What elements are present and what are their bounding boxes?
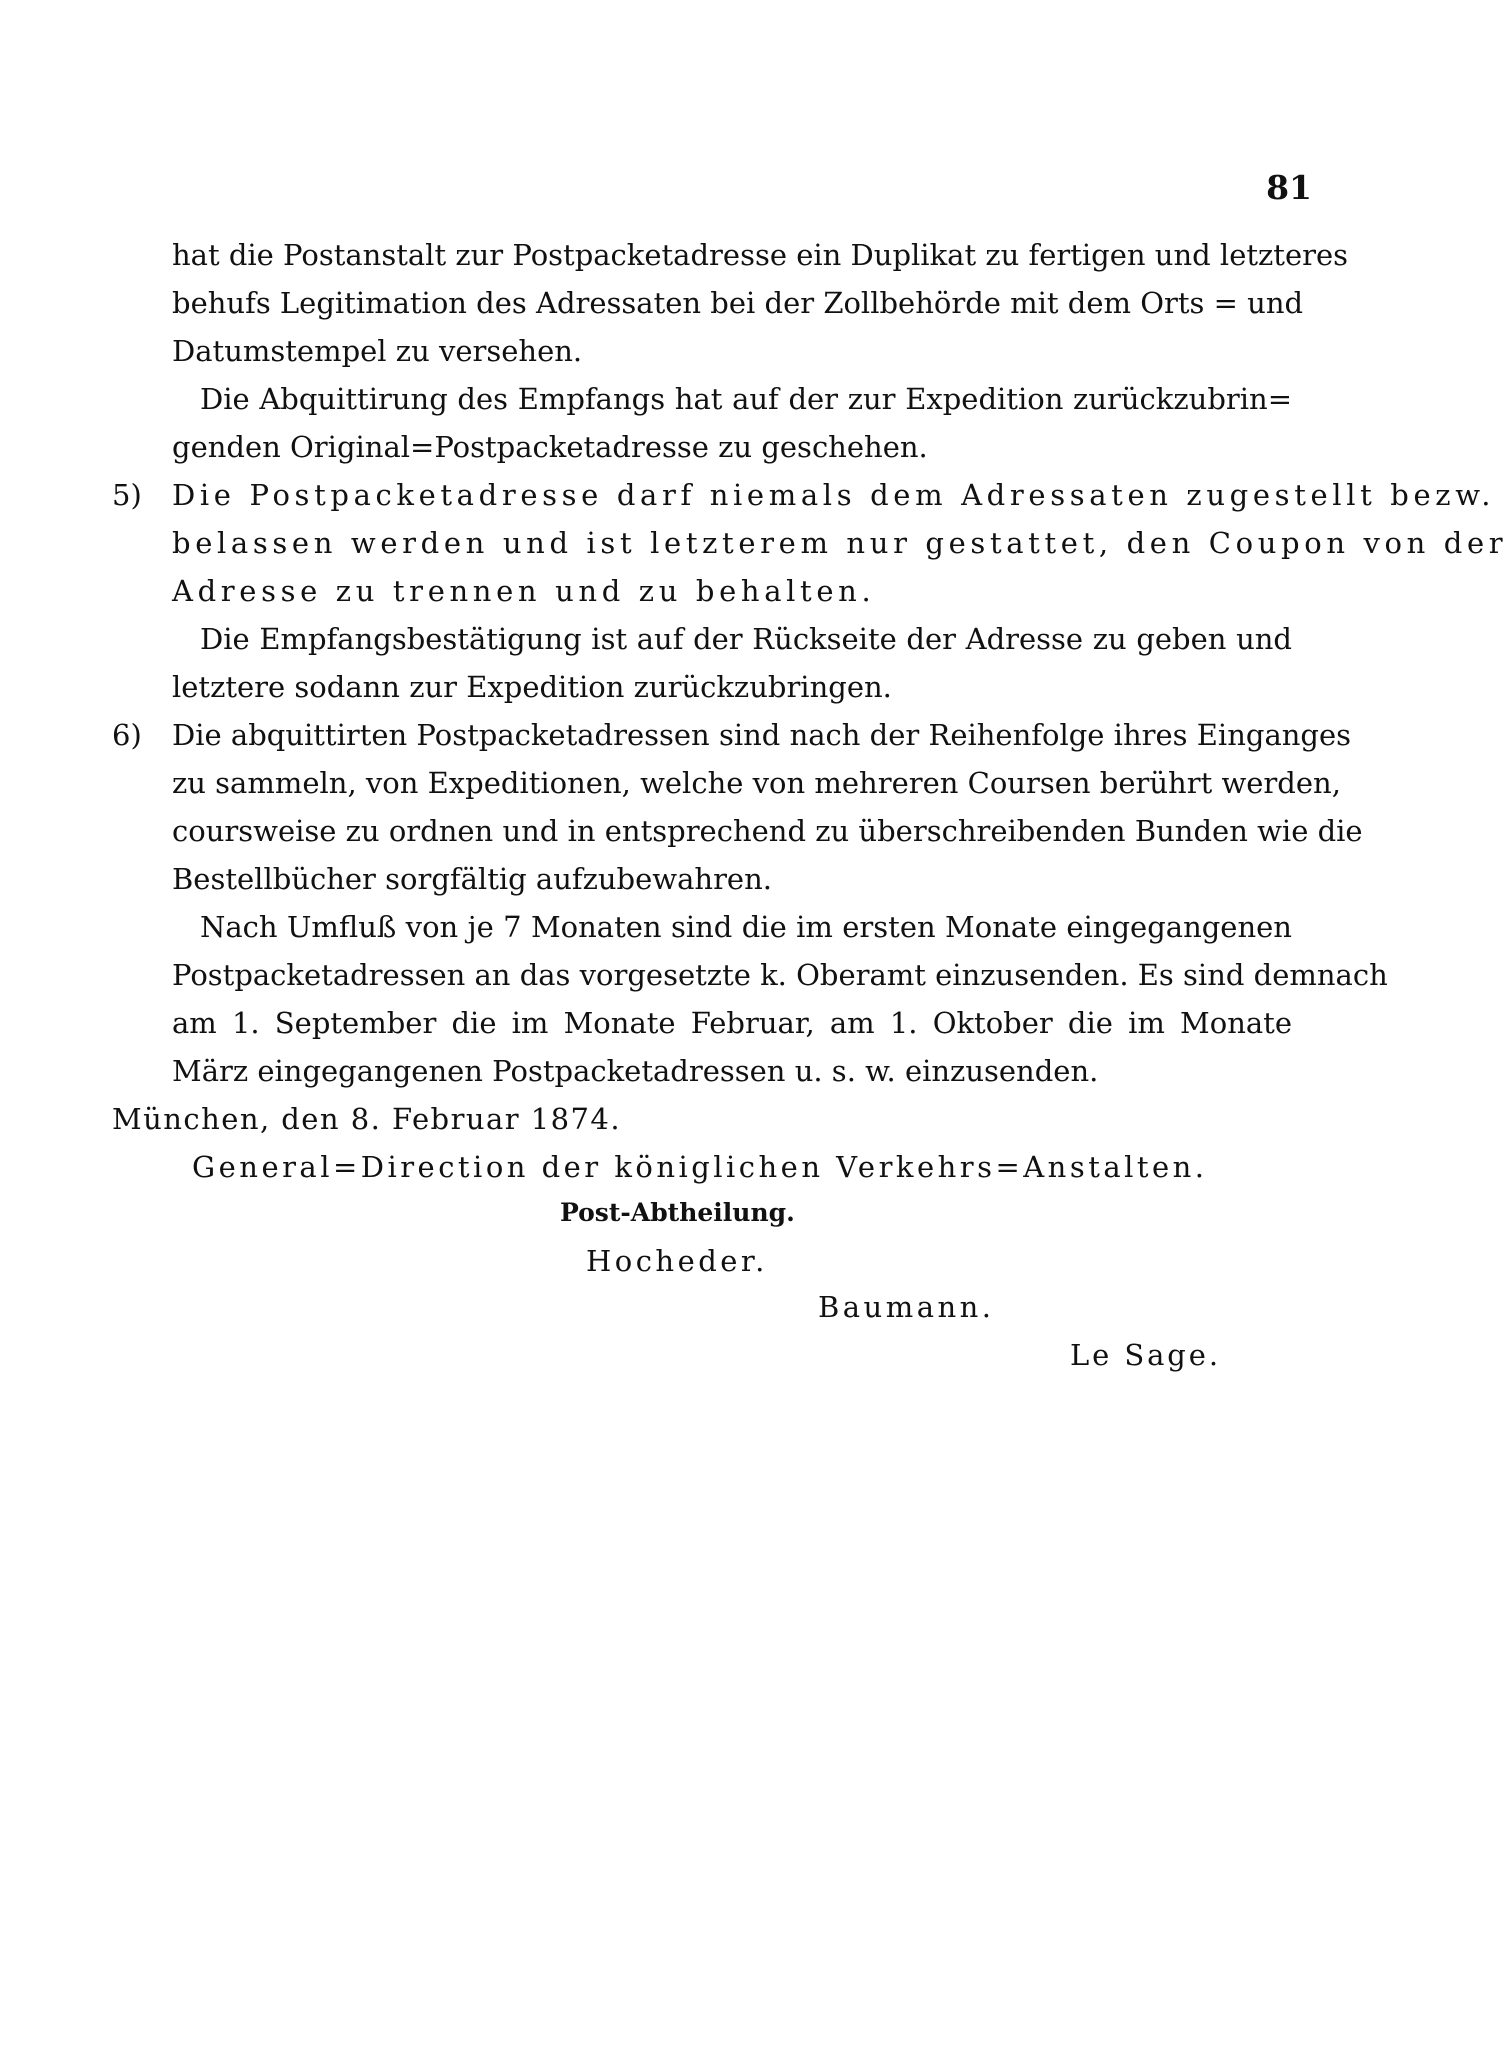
para3-line2: letztere sodann zur Expedition zurückzubringen. (172, 670, 892, 704)
department: Post-Abtheilung. (560, 1198, 795, 1227)
item5-line3: Adresse zu trennen und zu behalten. (172, 574, 876, 608)
item6-line3: coursweise zu ordnen und in entsprechend zu überschreibenden Bunden wie die (172, 814, 1363, 848)
item5-line1: Die Postpacketadresse darf niemals dem Adressaten zugestellt bezw. (172, 478, 1496, 512)
signature-baumann: Baumann. (818, 1290, 995, 1324)
item6-number: 6) (112, 718, 142, 752)
para1-line1: hat die Postanstalt zur Postpacketadresse ein Duplikat zu fertigen und letzteres (172, 238, 1349, 272)
item5-line2: belassen werden und ist letzterem nur gestattet, den Coupon von der (172, 526, 1507, 560)
signature-hocheder: Hocheder. (586, 1244, 768, 1278)
place-date: München, den 8. Februar 1874. (112, 1102, 621, 1136)
para4-line2: Postpacketadressen an das vorgesetzte k. Oberamt einzusenden. Es sind demnach (172, 958, 1388, 992)
para2-line1: Die Abquittirung des Empfangs hat auf der zur Expedition zurückzubrin= (200, 382, 1292, 416)
para2-line2: genden Original=Postpacketadresse zu geschehen. (172, 430, 928, 464)
para4-line3: am 1. September die im Monate Februar, am 1. Oktober die im Monate (172, 1006, 1292, 1040)
issuing-authority: General=Direction der königlichen Verkehrs=Anstalten. (192, 1150, 1208, 1184)
para1-line2: behufs Legitimation des Adressaten bei der Zollbehörde mit dem Orts = und (172, 286, 1304, 320)
signature-le-sage: Le Sage. (1070, 1338, 1221, 1372)
para1-line3: Datumstempel zu versehen. (172, 334, 583, 368)
item6-line1: Die abquittirten Postpacketadressen sind nach der Reihenfolge ihres Einganges (172, 718, 1352, 752)
item6-line4: Bestellbücher sorgfältig aufzubewahren. (172, 862, 772, 896)
para4-line1: Nach Umfluß von je 7 Monaten sind die im ersten Monate eingegangenen (200, 910, 1292, 944)
para4-line4: März eingegangenen Postpacketadressen u. s. w. einzusenden. (172, 1054, 1099, 1088)
para3-line1: Die Empfangsbestätigung ist auf der Rückseite der Adresse zu geben und (200, 622, 1292, 656)
item5-number: 5) (112, 478, 142, 512)
page-number: 81 (1266, 168, 1312, 207)
item6-line2: zu sammeln, von Expeditionen, welche von mehreren Coursen berührt werden, (172, 766, 1341, 800)
